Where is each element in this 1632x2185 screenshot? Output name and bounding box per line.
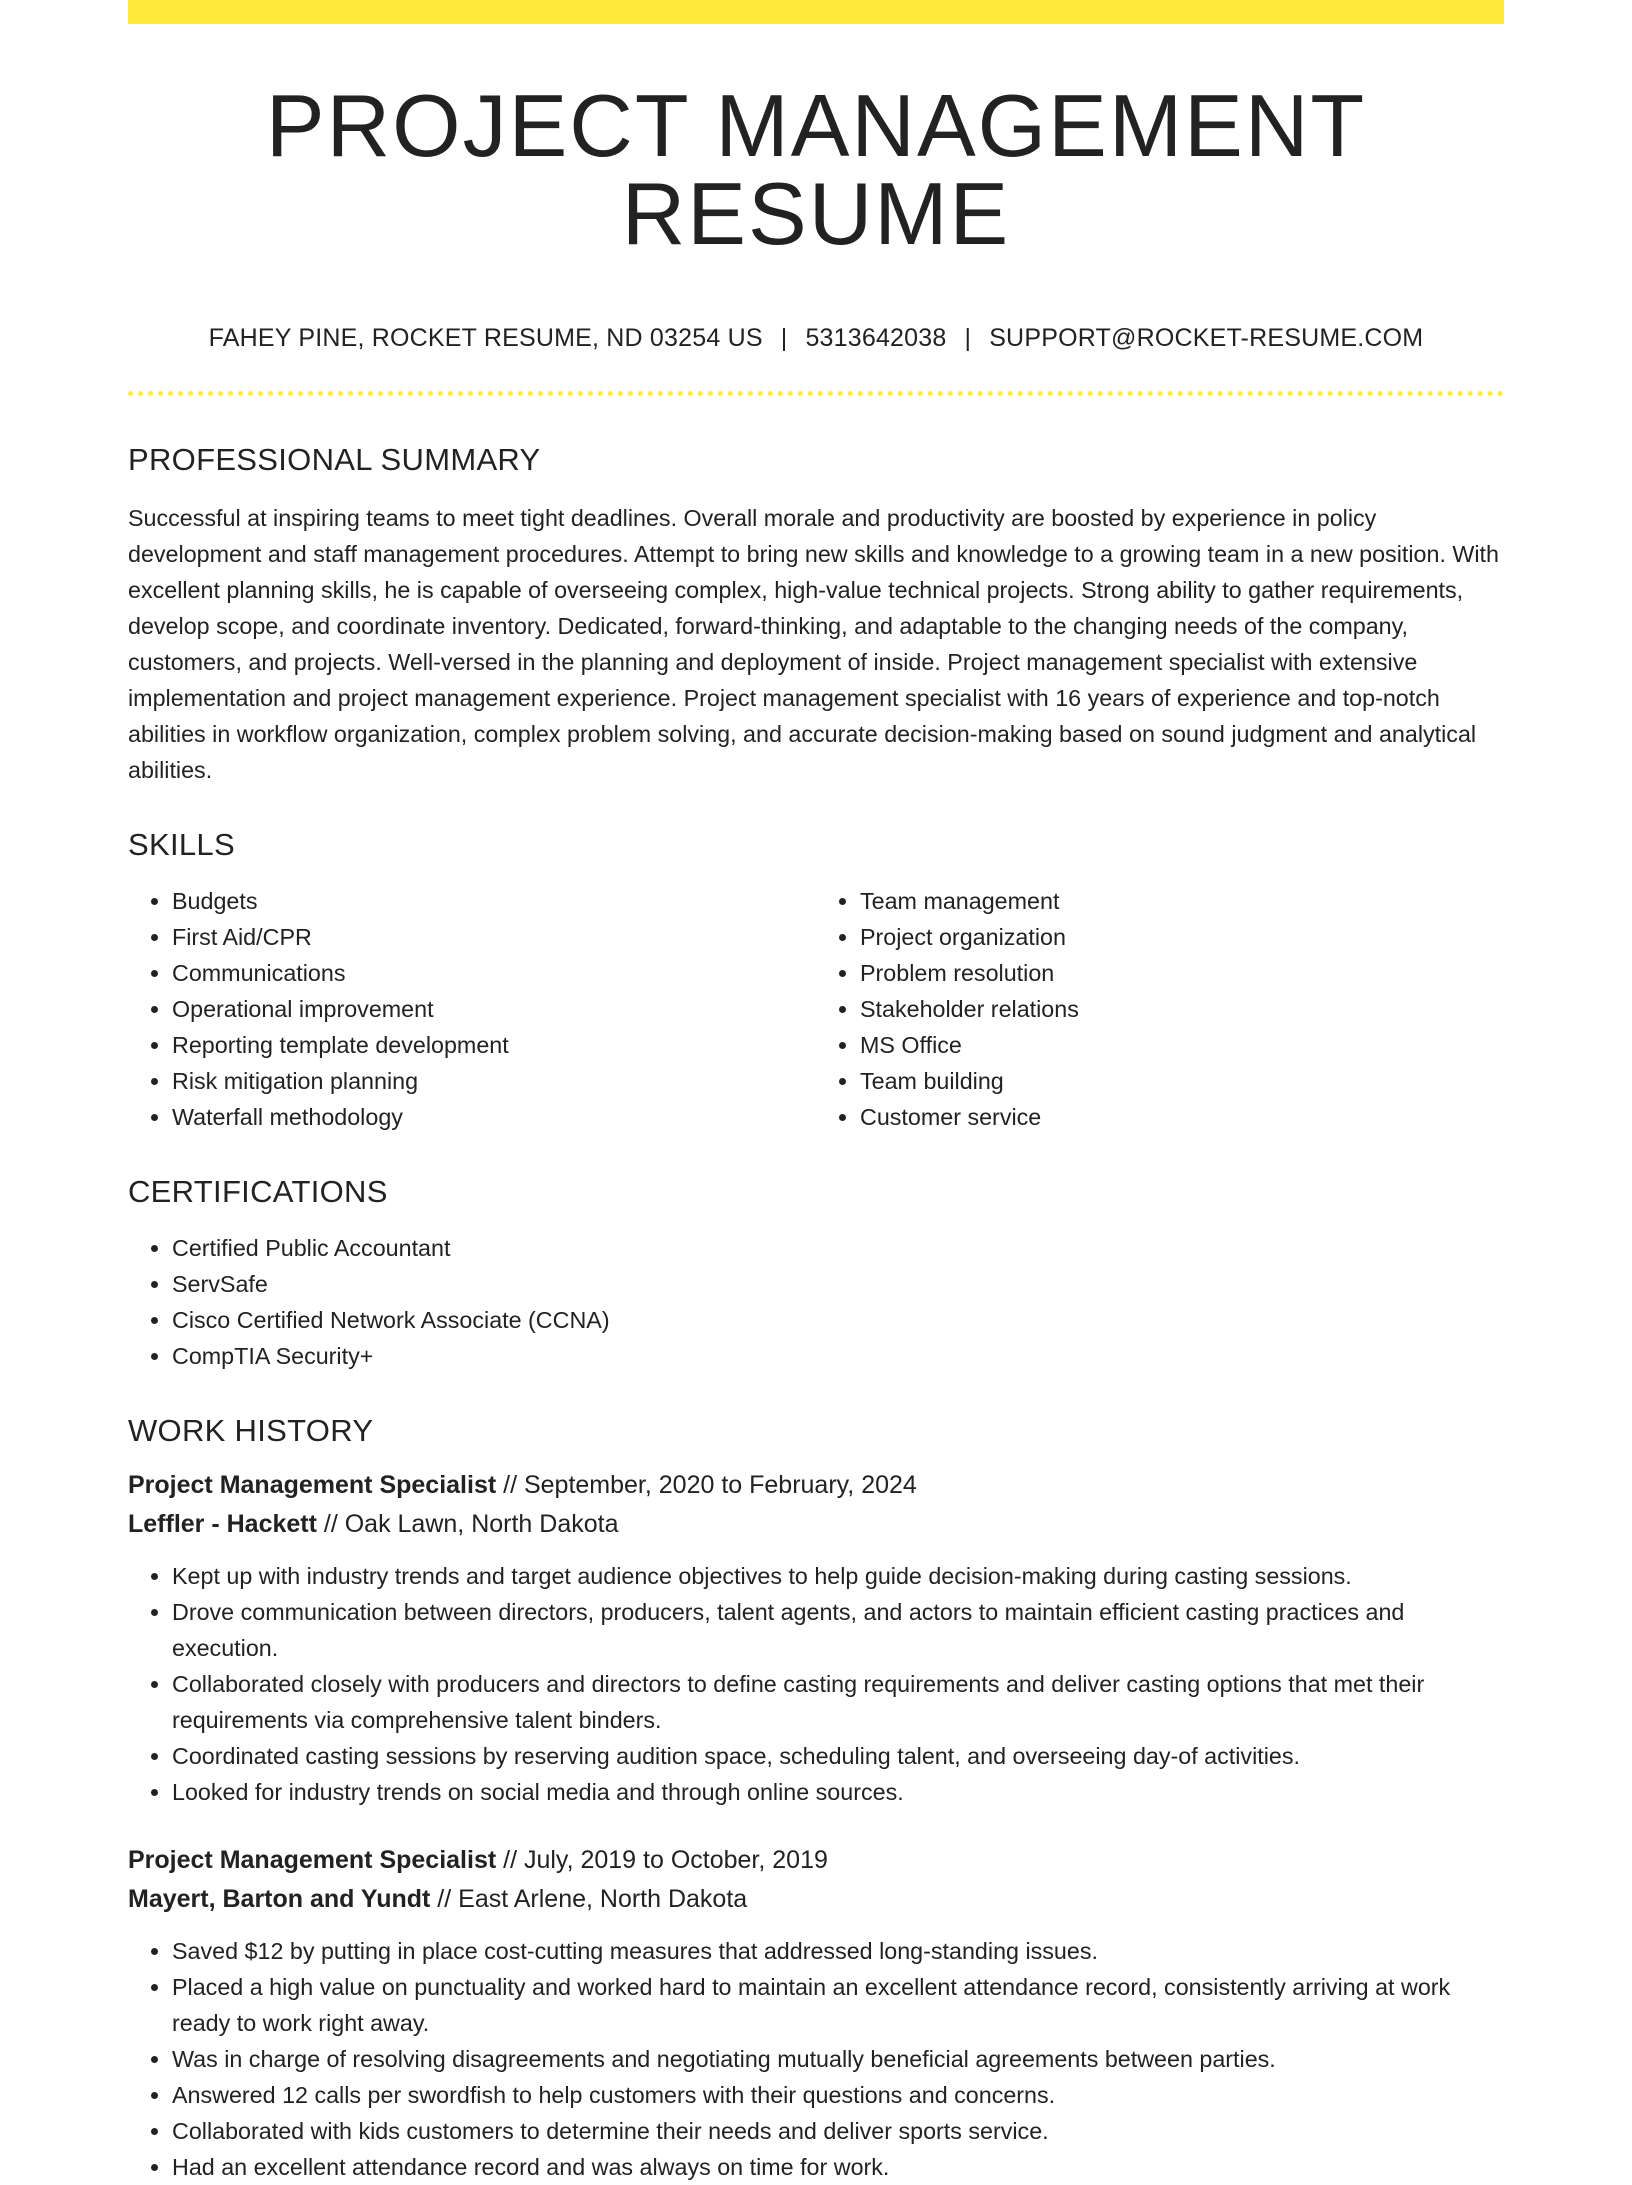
summary-text: Successful at inspiring teams to meet tight deadlines. Overall morale and productivity are boosted by experience in policy development and staff management procedures. Attempt to bring new skills and knowledge to a growing team in a new position. With excellent planning skills, he is capable of overseeing complex, high-value technical projects. Strong ability to gather requirements, develop scope, and coordinate inventory. Dedicated, forward-thinking, and adaptable to the changing needs of the company, customers, and projects. Well-versed in the planning and deployment of inside. Project management specialist with extensive implementation and project management experience. Project management specialist with 16 years of experience and top-notch abilities in workflow organization, complex problem solving, and accurate decision-making based on sound judgment and analytical abilities. (128, 505, 1499, 783)
job-title-line (128, 1841, 1504, 1880)
skill-item: • Budgets (172, 883, 816, 919)
skill-item: • Team building (860, 1063, 1504, 1099)
job-company-line (128, 1880, 1504, 1919)
job-company-line (128, 1505, 1504, 1544)
skill-item: • Customer service (860, 1099, 1504, 1135)
job-title-line (128, 1466, 1504, 1505)
job-location: // Oak Lawn, North Dakota (316, 1510, 619, 1538)
resume-title: PROJECT MANAGEMENT RESUME (265, 76, 1367, 263)
job-dates: // July, 2019 to October, 2019 (496, 1846, 828, 1874)
skills-grid (128, 883, 1504, 1135)
certifications-list (128, 1230, 1504, 1374)
job-company: Mayert, Barton and Yundt (128, 1885, 431, 1913)
job-dates: // September, 2020 to February, 2024 (496, 1471, 917, 1499)
job-bullet: • Collaborated closely with producers and directors to define casting requirements and deliver casting options that met their requirements via comprehensive talent binders. (172, 1666, 1504, 1738)
job-bullets (128, 1558, 1504, 1810)
skill-item: • Communications (172, 955, 816, 991)
contact-email[interactable]: SUPPORT@ROCKET-RESUME.COM (989, 324, 1424, 352)
certification-item: • CompTIA Security+ (172, 1338, 1504, 1374)
job-bullet: • Coordinated casting sessions by reserving audition space, scheduling talent, and overseeing day-of activities. (172, 1738, 1504, 1774)
dotted-divider (128, 391, 1504, 396)
certification-item: • Certified Public Accountant (172, 1230, 1504, 1266)
job-bullet: • Kept up with industry trends and target audience objectives to help guide decision-making during casting sessions. (172, 1558, 1504, 1594)
job-bullet: • Saved $12 by putting in place cost-cutting measures that addressed long-standing issues. (172, 1933, 1504, 1969)
skill-item: • Operational improvement (172, 991, 816, 1027)
skill-item: • First Aid/CPR (172, 919, 816, 955)
section-heading-work-history: WORK HISTORY (128, 1413, 374, 1448)
skill-item: • Risk mitigation planning (172, 1063, 816, 1099)
skill-item: • Team management (860, 883, 1504, 919)
accent-top-bar (128, 0, 1504, 24)
section-heading-certifications: CERTIFICATIONS (128, 1174, 388, 1209)
skill-item: • Reporting template development (172, 1027, 816, 1063)
skills-list-left (128, 883, 816, 1135)
certification-item: • ServSafe (172, 1266, 1504, 1302)
section-heading-skills: SKILLS (128, 827, 235, 862)
skill-item: • MS Office (860, 1027, 1504, 1063)
section-heading-summary: PROFESSIONAL SUMMARY (128, 442, 541, 477)
job-bullet: • Was in charge of resolving disagreements and negotiating mutually beneficial agreements between parties. (172, 2041, 1504, 2077)
work-history-section (128, 1415, 1504, 2185)
job-entry (128, 1466, 1504, 1810)
job-company: Leffler - Hackett (128, 1510, 317, 1538)
job-location: // East Arlene, North Dakota (430, 1885, 748, 1913)
summary-section (128, 444, 1504, 788)
job-bullet: • Had an excellent attendance record and was always on time for work. (172, 2149, 1504, 2185)
job-bullet: • Answered 12 calls per swordfish to help customers with their questions and concerns. (172, 2077, 1504, 2113)
skill-item: • Problem resolution (860, 955, 1504, 991)
job-title: Project Management Specialist (128, 1471, 497, 1499)
job-bullets (128, 1933, 1504, 2185)
contact-address: FAHEY PINE, ROCKET RESUME, ND 03254 US (208, 324, 763, 352)
job-title: Project Management Specialist (128, 1846, 497, 1874)
contact-phone: 5313642038 (805, 324, 947, 352)
certifications-section (128, 1176, 1504, 1374)
job-bullet: • Looked for industry trends on social media and through online sources. (172, 1774, 1504, 1810)
skills-list-right (816, 883, 1504, 1135)
contact-separator: | (780, 324, 788, 352)
skill-item: • Waterfall methodology (172, 1099, 816, 1135)
certification-item: • Cisco Certified Network Associate (CCNA) (172, 1302, 1504, 1338)
job-bullet: • Drove communication between directors, producers, talent agents, and actors to maintain efficient casting practices and execution. (172, 1594, 1504, 1666)
skill-item: • Stakeholder relations (860, 991, 1504, 1027)
contact-line (128, 324, 1504, 353)
job-bullet: • Collaborated with kids customers to determine their needs and deliver sports service. (172, 2113, 1504, 2149)
job-bullet: • Placed a high value on punctuality and worked hard to maintain an excellent attendance record, consistently arriving at work ready to work right away. (172, 1969, 1504, 2041)
skill-item: • Project organization (860, 919, 1504, 955)
job-entry (128, 1841, 1504, 2185)
skills-section (128, 829, 1504, 1135)
resume-page (128, 0, 1504, 2185)
contact-separator: | (964, 324, 972, 352)
